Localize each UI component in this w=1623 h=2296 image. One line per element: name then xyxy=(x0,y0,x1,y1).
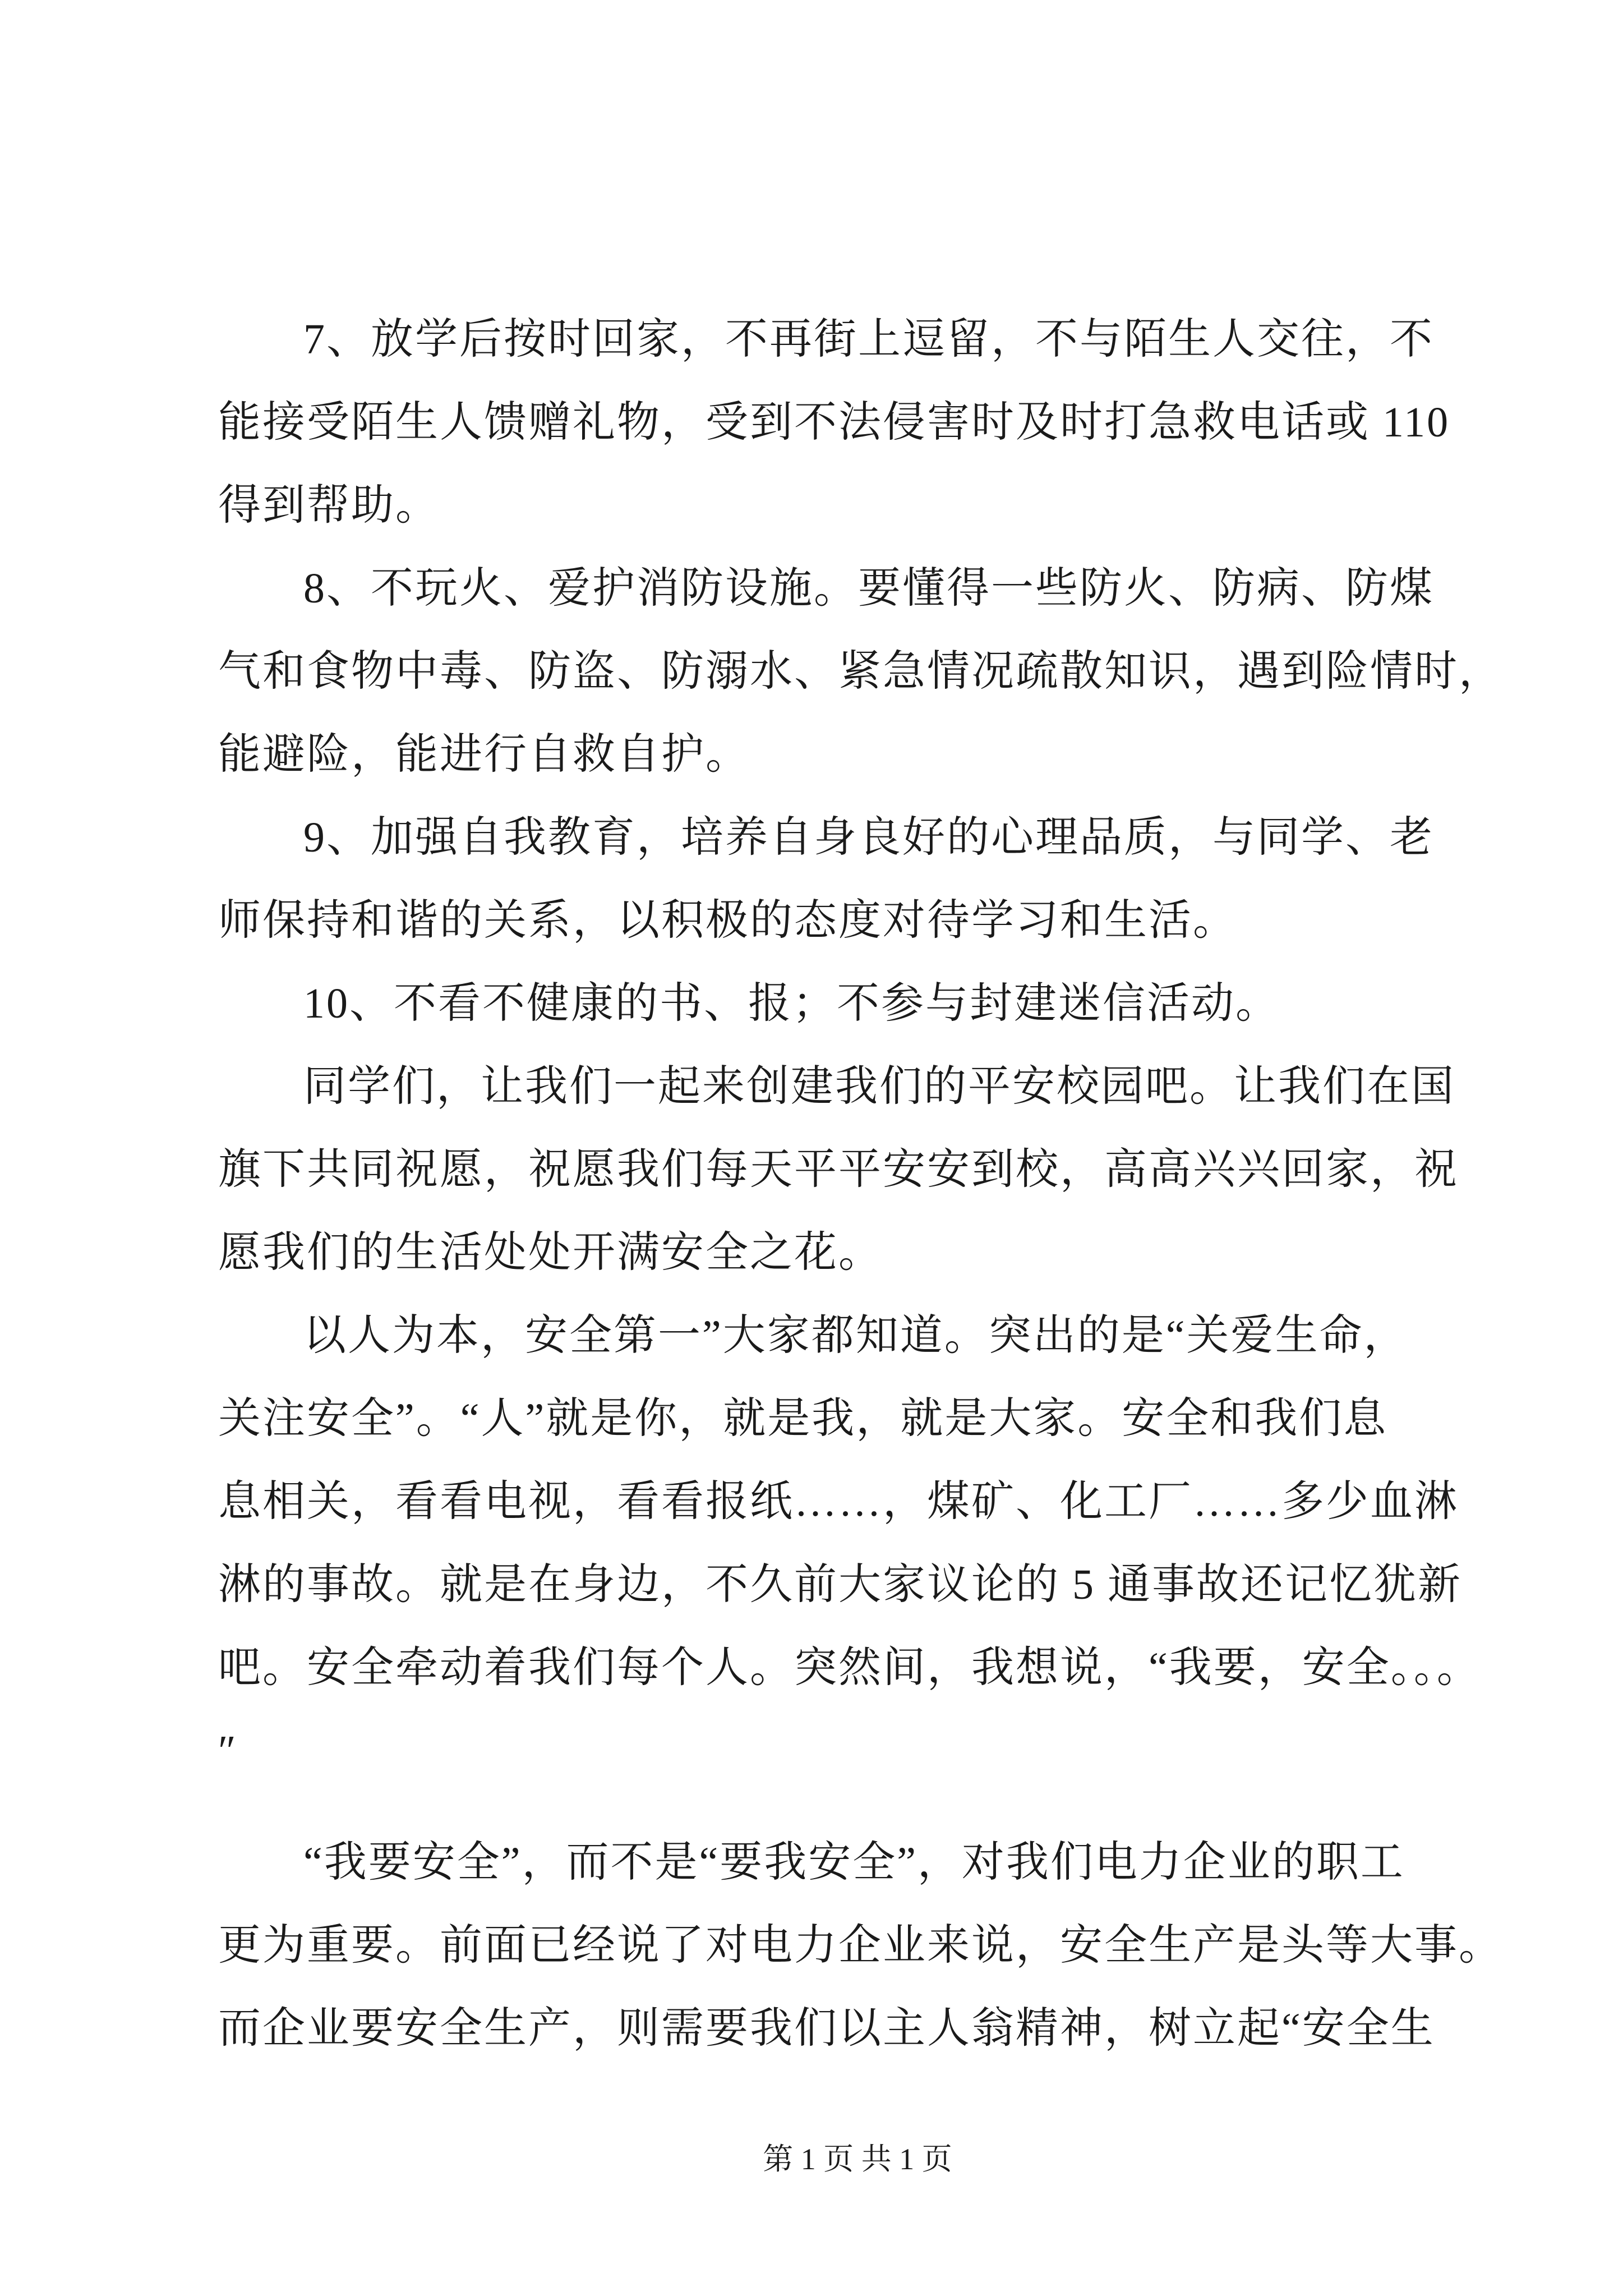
text-line: 得到帮助。 xyxy=(218,482,440,529)
paragraph xyxy=(218,298,1508,547)
paragraph xyxy=(218,962,1508,1045)
text-line: 吧。安全牵动着我们每个人。突然间，我想说，“我要，安全。。。 xyxy=(218,1644,1481,1691)
text-line: 气和食物中毒、防盗、防溺水、紧急情况疏散知识，遇到险情时， xyxy=(218,648,1503,695)
text-line: 7、放学后按时回家，不再街上逗留，不与陌生人交往，不 xyxy=(303,316,1434,363)
text-line: 10、不看不健康的书、报；不参与封建迷信活动。 xyxy=(303,980,1280,1027)
text-line: 能避险，能进行自救自护。 xyxy=(218,731,750,778)
text-line: 更为重要。前面已经说了对电力企业来说，安全生产是头等大事。 xyxy=(218,1922,1503,1969)
text-line: 旗下共同祝愿，祝愿我们每天平平安安到校，高高兴兴回家，祝 xyxy=(218,1146,1459,1193)
text-line: 息相关，看看电视，看看报纸……，煤矿、化工厂……多少血淋 xyxy=(218,1478,1459,1525)
text-line: ″ xyxy=(218,1727,238,1774)
text-line: 9、加强自我教育，培养自身良好的心理品质，与同学、老 xyxy=(303,814,1434,861)
text-line: 而企业要安全生产，则需要我们以主人翁精神，树立起“安全生 xyxy=(218,2005,1435,2052)
text-line: 愿我们的生活处处开满安全之花。 xyxy=(218,1229,883,1276)
paragraph xyxy=(218,547,1508,796)
text-line: 师保持和谐的关系，以积极的态度对待学习和生活。 xyxy=(218,897,1237,944)
paragraph xyxy=(218,1045,1508,1294)
text-line: 淋的事故。就是在身边，不久前大家议论的 5 通事故还记忆犹新 xyxy=(218,1561,1462,1608)
text-line: 8、不玩火、爱护消防设施。要懂得一些防火、防病、防煤 xyxy=(303,565,1434,612)
paragraph xyxy=(218,796,1508,962)
text-line: 同学们，让我们一起来创建我们的平安校园吧。让我们在国 xyxy=(303,1063,1455,1110)
text-line: 关注安全”。“人”就是你，就是我，就是大家。安全和我们息 xyxy=(218,1395,1388,1442)
text-line: 能接受陌生人馈赠礼物，受到不法侵害时及时打急救电话或 110 xyxy=(218,399,1450,446)
paragraph xyxy=(218,1821,1508,2070)
page-footer: 第 1 页 共 1 页 xyxy=(763,2142,952,2176)
text-line: “我要安全”，而不是“要我安全”，对我们电力企业的职工 xyxy=(303,1839,1405,1886)
text-line: 以人为本，安全第一”大家都知道。突出的是“关爱生命， xyxy=(303,1312,1408,1359)
paragraph xyxy=(218,1294,1508,1792)
document-body xyxy=(218,298,1508,2070)
